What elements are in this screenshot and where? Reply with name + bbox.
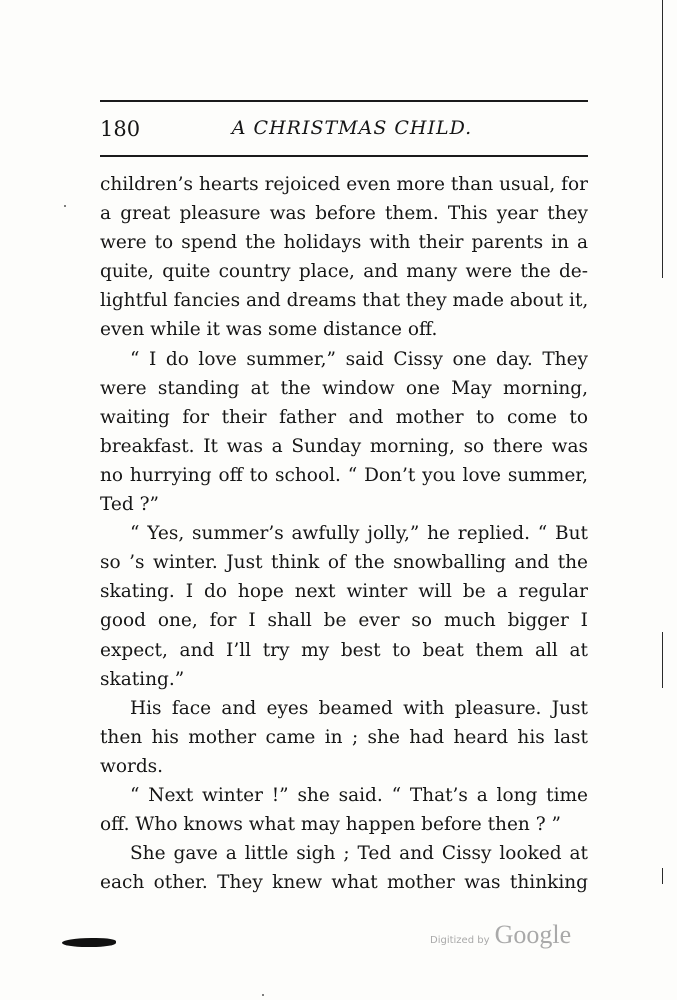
ink-blot — [62, 938, 116, 947]
text-line: lightful fancies and dreams that they made about it, — [100, 290, 588, 312]
text-line: She gave a little sigh ; Ted and Cissy looked at — [130, 843, 588, 865]
watermark-prefix: Digitized by — [430, 935, 490, 946]
text-line: waiting for their father and mother to come to — [100, 406, 588, 428]
speck — [64, 205, 66, 207]
header-rule-top — [100, 100, 588, 102]
digitized-watermark — [430, 920, 571, 950]
text-line: skating.” — [100, 668, 185, 690]
page-edge-line — [662, 0, 664, 278]
text-line: a great pleasure was before them. This year they — [100, 203, 588, 225]
text-line: skating. I do hope next winter will be a regular — [100, 581, 588, 603]
text-line: children’s hearts rejoiced even more than usual, for — [100, 174, 588, 195]
body-text — [100, 170, 588, 897]
watermark-brand: Google — [494, 920, 572, 949]
page-edge-line — [662, 868, 664, 884]
text-line: words. — [100, 755, 164, 777]
text-line: were standing at the window one May morning, — [100, 377, 588, 399]
running-header — [100, 115, 588, 145]
text-line: His face and eyes beamed with pleasure. Just — [130, 697, 588, 719]
text-line: then his mother came in ; she had heard his last — [100, 726, 588, 748]
text-line: each other. They knew what mother was thinking — [100, 872, 588, 894]
text-line: “ Yes, summer’s awfully jolly,” he replied. “ But — [130, 523, 588, 545]
text-line: expect, and I’ll try my best to beat them all at — [100, 639, 588, 661]
speck — [262, 994, 264, 996]
text-line: even while it was some distance off. — [100, 319, 438, 341]
text-line: “ Next winter !” she said. “ That’s a long time — [130, 784, 588, 806]
text-line: good one, for I shall be ever so much bigger I — [100, 610, 588, 632]
text-line: were to spend the holidays with their parents in a — [100, 232, 588, 254]
text-line: quite, quite country place, and many were the de- — [100, 261, 588, 283]
text-line: no hurrying off to school. “ Don’t you love summer, — [100, 464, 588, 486]
page-number: 180 — [100, 117, 141, 141]
text-line: “ I do love summer,” said Cissy one day. They — [130, 348, 588, 370]
page-edge-line — [662, 632, 664, 688]
header-rule-bottom — [100, 155, 588, 157]
running-title: A CHRISTMAS CHILD. — [231, 117, 473, 139]
text-line: Ted ?” — [100, 494, 159, 516]
text-line: breakfast. It was a Sunday morning, so there was — [100, 435, 588, 457]
text-line: so ’s winter. Just think of the snowballing and the — [100, 552, 588, 574]
text-line: off. Who knows what may happen before then ? ” — [100, 814, 561, 836]
